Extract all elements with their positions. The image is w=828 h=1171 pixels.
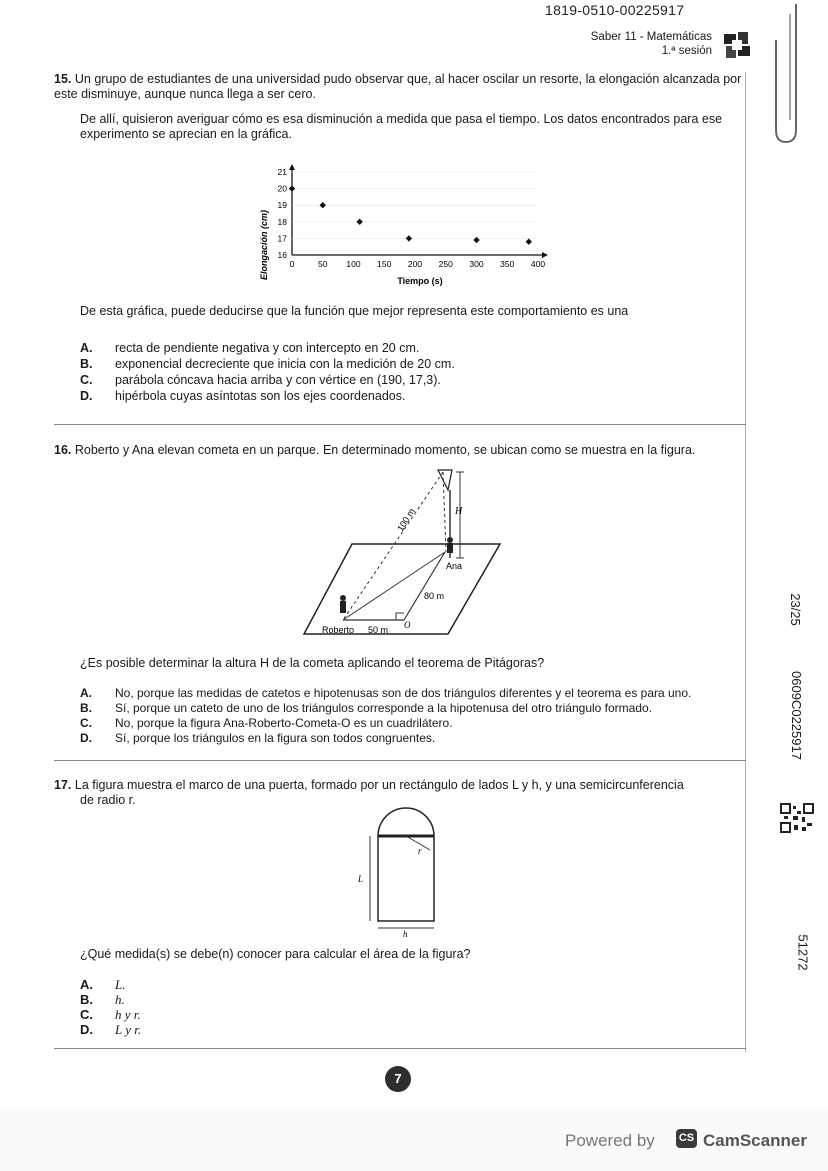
q17-option-b[interactable]: B. h. (80, 992, 125, 1007)
fig17-r-label: r (418, 846, 422, 856)
q16-text: Roberto y Ana elevan cometa en un parque. En determinado momento, se ubican como se muestra en la figura. (74, 443, 696, 457)
chart-y-arrow (289, 164, 295, 170)
right-margin-rule (745, 72, 746, 1052)
document-code: 1819-0510-00225917 (545, 2, 685, 18)
session-label: 1.ª sesión (661, 45, 712, 57)
q15-option-c[interactable]: C. parábola cóncava hacia arriba y con vértice en (190, 17,3). (80, 373, 441, 387)
chart-data-point (289, 185, 295, 191)
q15-option-b[interactable]: B. exponencial decreciente que inicia con la medición de 20 cm. (80, 357, 455, 371)
fig16-50m-label: 50 m (368, 625, 389, 635)
q17-text2: de radio r. (80, 793, 136, 807)
chart-data-point (320, 202, 326, 208)
fig16-hyp-label: 100 m (395, 506, 417, 534)
side-fraction: 23/25 (787, 593, 803, 626)
divider-15-16 (54, 424, 746, 425)
side-code: 0609C0225917 (788, 671, 804, 760)
q17-option-a[interactable]: A. L. (80, 977, 126, 992)
chart-data-point (356, 219, 362, 225)
side-number: 51272 (795, 934, 811, 971)
camscanner-brand: CamScanner (703, 1131, 807, 1150)
q16-option-d[interactable]: D. Sí, porque los triángulos en la figura son todos congruentes. (80, 731, 436, 745)
q15-option-d[interactable]: D. hipérbola cuyas asíntotas son los ejes coordenados. (80, 389, 406, 403)
chart-xtick-label: 300 (469, 259, 484, 269)
q16-number: 16. (54, 443, 72, 457)
fig16-80m-label: 80 m (424, 591, 445, 601)
fig17-h-label: h (403, 929, 408, 938)
chart-ytick-label: 20 (277, 183, 287, 194)
divider-bottom (54, 1048, 746, 1049)
question-15 (54, 72, 742, 142)
camscanner-logo-icon: CS (676, 1129, 697, 1148)
q17-options (80, 977, 141, 1037)
chart-xtick-label: 200 (407, 259, 423, 269)
q16-kite-figure (300, 462, 510, 644)
paper-clip-icon (768, 0, 804, 150)
q15-text1: Un grupo de estudiantes de una universidad pudo observar que, al hacer oscilar un resorte, la elongación alcanzada por este disminuye, aunque nunca llega a ser cero. (54, 72, 742, 101)
exam-logo-icon (722, 30, 752, 60)
question-17 (54, 778, 742, 808)
q15-options (80, 340, 455, 404)
chart-xtick-label: 350 (500, 259, 515, 269)
chart-ylabel: Elongación (cm) (259, 209, 269, 281)
chart-xtick-label: 150 (377, 259, 392, 269)
fig17-L-label: L (358, 874, 364, 884)
q17-door-figure (350, 806, 450, 938)
q17-option-c[interactable]: C. h y r. (80, 1007, 141, 1022)
q16-question: ¿Es posible determinar la altura H de la cometa aplicando el teorema de Pitágoras? (80, 656, 545, 670)
chart-xtick-label: 50 (318, 259, 328, 269)
fig16-ana-label: Ana (446, 561, 463, 571)
q15-number: 15. (54, 72, 72, 86)
q15-chart (250, 160, 560, 290)
q15-text2: De allí, quisieron averiguar cómo es esa disminución a medida que pasa el tiempo. Los datos encontrados para ese experimento se aprecian en la gráfica. (80, 112, 723, 141)
chart-xtick-label: 0 (289, 259, 295, 269)
chart-xtick-label: 250 (438, 259, 453, 269)
q17-text1: La figura muestra el marco de una puerta, formado por un rectángulo de lados L y h, y una semicircunferencia (74, 778, 684, 792)
subject-label: Saber 11 - Matemáticas (590, 31, 712, 43)
q15-question: De esta gráfica, puede deducirse que la función que mejor representa este comportamiento es una (80, 304, 629, 318)
q17-number: 17. (54, 778, 72, 792)
fig16-roberto-label: Roberto (322, 625, 355, 635)
chart-data-point (406, 235, 412, 241)
chart-data-point (526, 239, 532, 245)
page-number: 7 (385, 1066, 411, 1092)
chart-xtick-label: 400 (530, 259, 546, 269)
divider-16-17 (54, 760, 746, 761)
exam-header (591, 30, 712, 58)
powered-by-label: Powered by (565, 1131, 655, 1150)
q16-option-c[interactable]: C. No, porque la figura Ana-Roberto-Cometa-O es un cuadrilátero. (80, 716, 453, 730)
chart-ytick-label: 16 (277, 250, 287, 260)
fig16-h-label: H (455, 506, 463, 517)
q17-option-d[interactable]: D. L y r. (80, 1022, 142, 1037)
chart-xtick-label: 100 (346, 259, 361, 269)
chart-xlabel: Tiempo (s) (397, 276, 443, 286)
q16-option-a[interactable]: A. No, porque las medidas de catetos e hipotenusas son de dos triángulos diferentes y el teorema es para uno. (80, 686, 692, 700)
q15-option-a[interactable]: A. recta de pendiente negativa y con intercepto en 20 cm. (80, 341, 420, 355)
question-16 (54, 443, 742, 458)
q16-options (80, 686, 691, 746)
q16-option-b[interactable]: B. Sí, porque un cateto de uno de los triángulos corresponde a la hipotenusa del otro triángulo formado. (80, 701, 653, 715)
chart-data-point (473, 237, 479, 243)
fig16-o-label: O (404, 620, 411, 630)
chart-ytick-label: 21 (277, 167, 287, 177)
q17-question: ¿Qué medida(s) se debe(n) conocer para calcular el área de la figura? (80, 947, 471, 961)
chart-ytick-label: 18 (277, 216, 287, 227)
chart-x-arrow (542, 252, 548, 258)
chart-ytick-label: 19 (277, 200, 287, 211)
chart-ytick-label: 17 (277, 233, 287, 244)
qr-code-icon (780, 803, 814, 833)
